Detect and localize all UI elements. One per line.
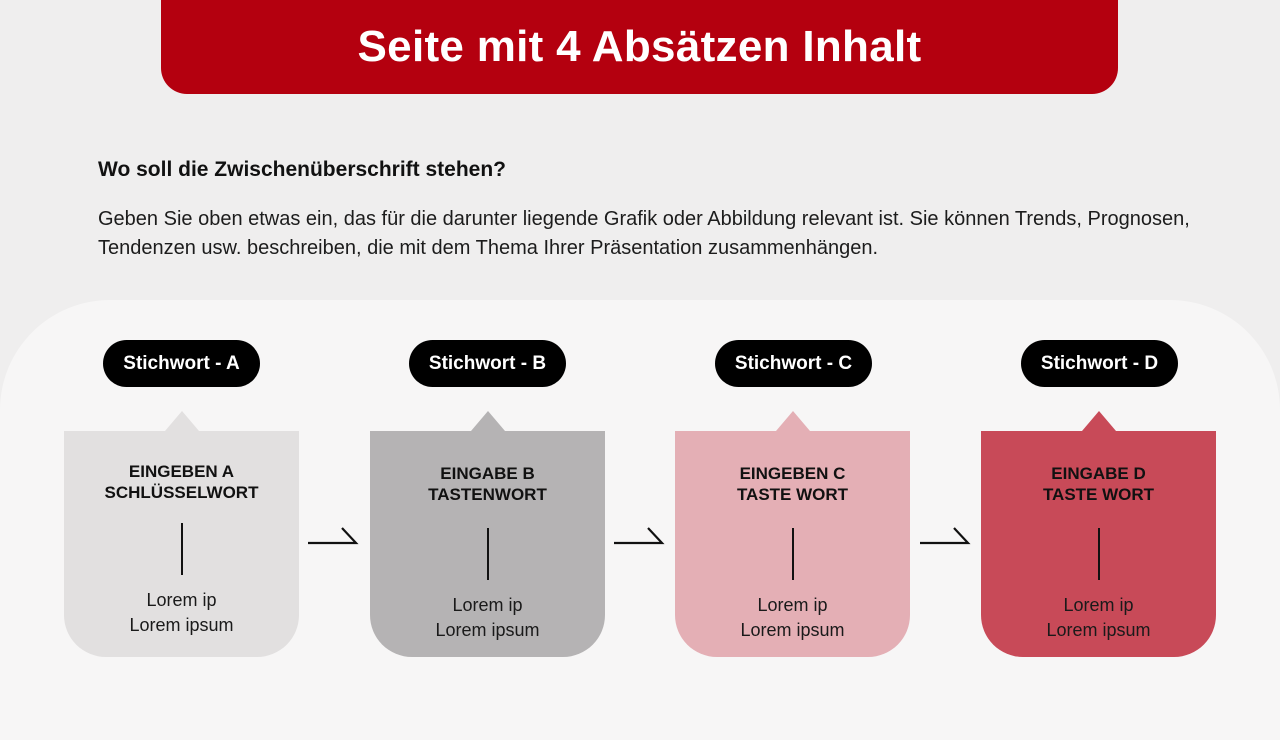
- step-card-text: [675, 593, 910, 643]
- step-title-line: TASTE WORT: [1042, 485, 1155, 504]
- title-bar: [161, 0, 1118, 94]
- step-title-line: EINGEBEN A: [128, 462, 235, 481]
- step-card-title: [370, 463, 605, 505]
- step-card-text: [64, 588, 299, 638]
- step-text-line: Lorem ipsum: [129, 615, 234, 635]
- step-divider: [792, 528, 794, 580]
- step-text-line: Lorem ipsum: [740, 620, 845, 640]
- arrow-right-icon: [918, 520, 972, 550]
- step-text-line: Lorem ipsum: [435, 620, 540, 640]
- keyword-pill-d: Stichwort - D: [1021, 340, 1178, 387]
- step-title-line: EINGEBEN C: [739, 464, 846, 483]
- step-text-line: Lorem ip: [1063, 595, 1134, 615]
- step-card-text: [370, 593, 605, 643]
- step-text-line: Lorem ipsum: [1046, 620, 1151, 640]
- page-title: Seite mit 4 Absätzen Inhalt: [357, 22, 922, 71]
- step-card-title: [675, 463, 910, 505]
- step-card-title: [981, 463, 1216, 505]
- step-card-a: [64, 431, 299, 657]
- step-card-text: [981, 593, 1216, 643]
- step-title-line: TASTE WORT: [736, 485, 849, 504]
- arrow-right-icon: [306, 520, 360, 550]
- keyword-pill-b: Stichwort - B: [409, 340, 566, 387]
- step-text-line: Lorem ip: [146, 590, 217, 610]
- keyword-pill-a: Stichwort - A: [103, 340, 260, 387]
- intro-paragraph: Geben Sie oben etwas ein, das für die darunter liegende Grafik oder Abbildung relevant ist. Sie können Trends, Prognosen, Tendenzen usw. beschreiben, die mit dem Thema Ihrer Präsentation zusammenhängen.: [98, 208, 1190, 259]
- step-divider: [1098, 528, 1100, 580]
- step-card-b: [370, 431, 605, 657]
- step-title-line: SCHLÜSSELWORT: [104, 483, 259, 502]
- keyword-pill-c: Stichwort - C: [715, 340, 872, 387]
- step-divider: [487, 528, 489, 580]
- step-divider: [181, 523, 183, 575]
- step-card-c: [675, 431, 910, 657]
- subheading: Wo soll die Zwischenüberschrift stehen?: [98, 158, 507, 181]
- step-title-line: EINGABE D: [1051, 464, 1146, 483]
- arrow-right-icon: [612, 520, 666, 550]
- step-text-line: Lorem ip: [452, 595, 523, 615]
- step-card-title: [64, 461, 299, 503]
- step-card-d: [981, 431, 1216, 657]
- step-text-line: Lorem ip: [757, 595, 828, 615]
- step-title-line: EINGABE B: [440, 464, 535, 483]
- step-title-line: TASTENWORT: [428, 485, 547, 504]
